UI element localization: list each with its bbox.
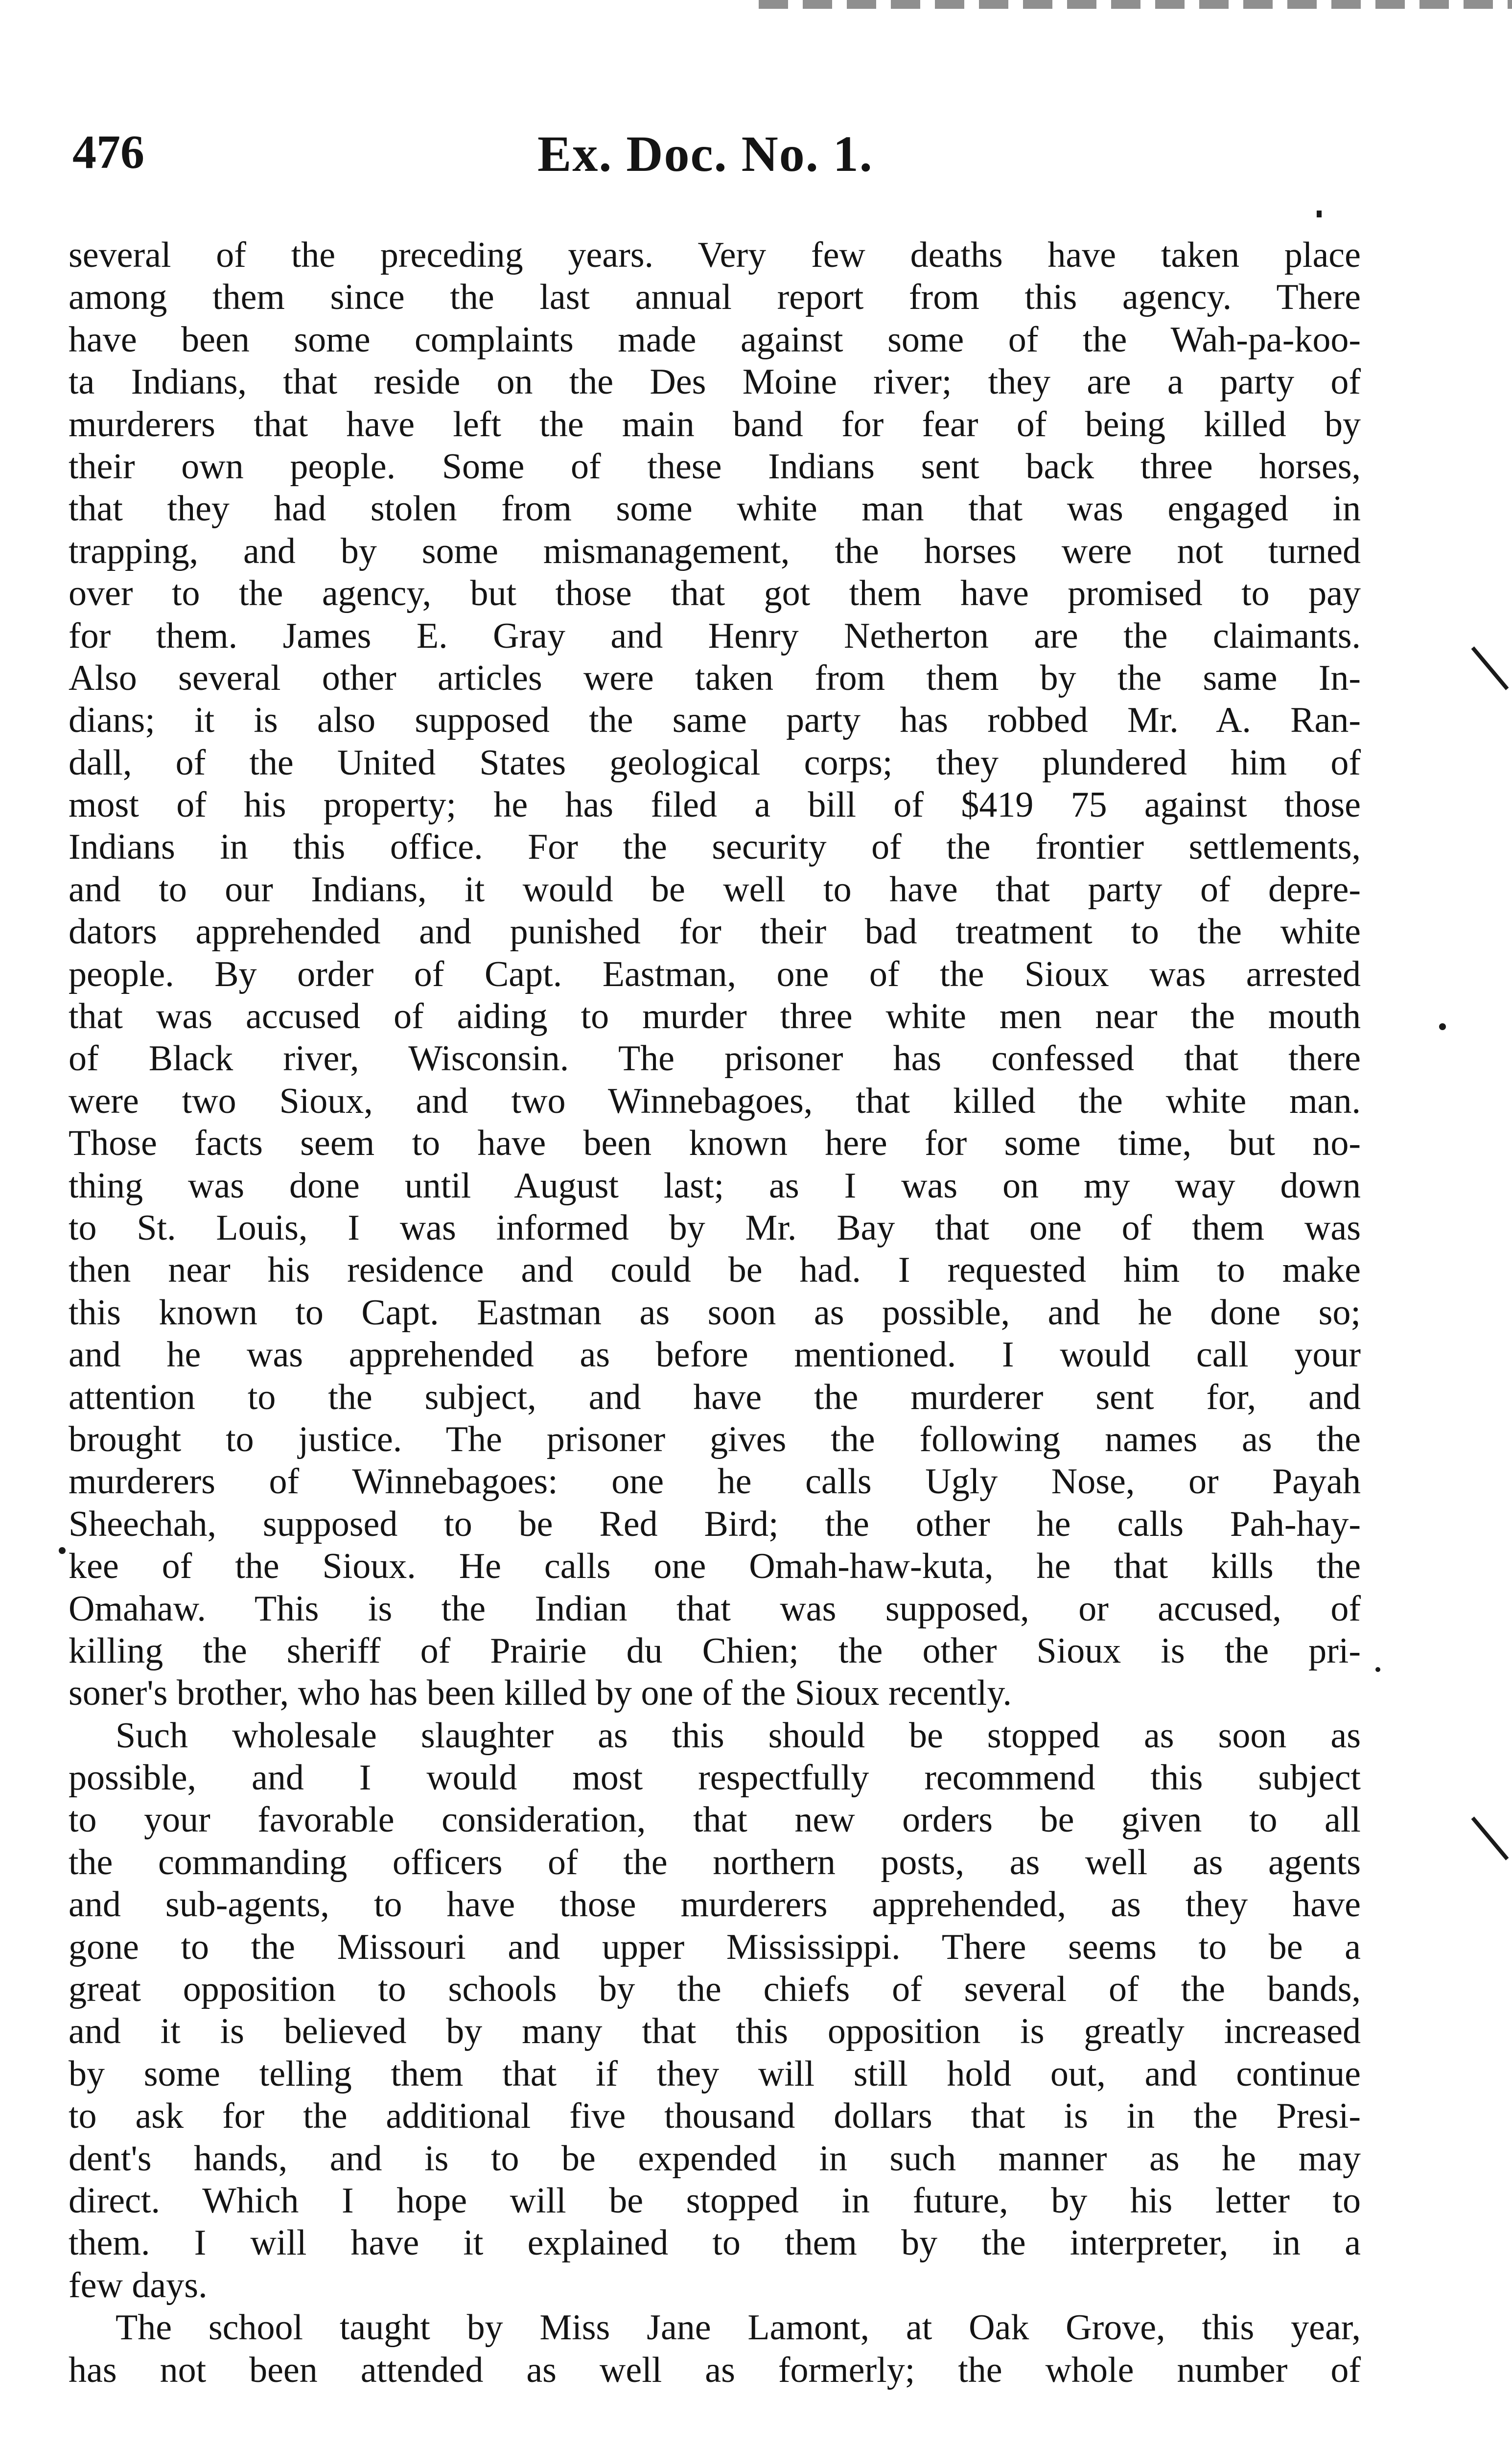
margin-mark [1471, 1816, 1509, 1860]
text-line: that was accused of aiding to murder three white men near the mouth [69, 996, 1361, 1037]
text-line: thing was done until August last; as I was on my way down [69, 1165, 1361, 1206]
text-line: murderers that have left the main band for fear of being killed by [69, 404, 1361, 445]
text-line: possible, and I would most respectfully recommend this subject [69, 1758, 1361, 1798]
page-header [72, 120, 1345, 193]
page-number: 476 [72, 126, 144, 179]
text-line: few days. [69, 2265, 208, 2306]
text-line: and he was apprehended as before mentioned. I would call your [69, 1335, 1361, 1375]
text-line: Those facts seem to have been known here for some time, but no- [69, 1123, 1361, 1164]
text-line: were two Sioux, and two Winnebagoes, that killed the white man. [69, 1081, 1361, 1121]
text-line: by some telling them that if they will still hold out, and continue [69, 2053, 1361, 2094]
text-line: brought to justice. The prisoner gives the following names as the [69, 1419, 1361, 1459]
text-line: among them since the last annual report from this agency. There [69, 277, 1361, 318]
text-line: this known to Capt. Eastman as soon as possible, and he done so; [69, 1292, 1361, 1333]
text-line: The school taught by Miss Jane Lamont, at Oak Grove, this year, [116, 2307, 1361, 2348]
text-line: and it is believed by many that this opposition is greatly increased [69, 2011, 1361, 2052]
text-line: to your favorable consideration, that new orders be given to all [69, 1800, 1361, 1840]
text-line: dians; it is also supposed the same party has robbed Mr. A. Ran- [69, 700, 1361, 741]
text-line: dall, of the United States geological corps; they plundered him of [69, 742, 1361, 783]
text-line: gone to the Missouri and upper Mississippi. There seems to be a [69, 1927, 1361, 1967]
margin-mark [1317, 211, 1322, 217]
text-line: direct. Which I hope will be stopped in future, by his letter to [69, 2180, 1361, 2221]
text-line: great opposition to schools by the chiefs of several of the bands, [69, 1969, 1361, 2010]
text-line: the commanding officers of the northern posts, as well as agents [69, 1842, 1361, 1883]
text-line: murderers of Winnebagoes: one he calls Ugly Nose, or Payah [69, 1461, 1361, 1502]
text-line: kee of the Sioux. He calls one Omah-haw-kuta, he that kills the [69, 1546, 1361, 1587]
running-head-title: Ex. Doc. No. 1. [537, 126, 873, 182]
text-line: them. I will have it explained to them by the interpreter, in a [69, 2223, 1361, 2263]
text-line: then near his residence and could be had. I requested him to make [69, 1250, 1361, 1291]
body-text [69, 234, 1361, 2391]
text-line: of Black river, Wisconsin. The prisoner has confessed that there [69, 1038, 1361, 1079]
text-line: and to our Indians, it would be well to have that party of depre- [69, 869, 1361, 910]
margin-mark [1471, 646, 1509, 690]
text-line: Omahaw. This is the Indian that was supposed, or accused, of [69, 1588, 1361, 1629]
text-line: dators apprehended and punished for their bad treatment to the white [69, 912, 1361, 952]
page-top-edge [759, 0, 1512, 9]
margin-mark [59, 1547, 66, 1554]
text-line: and sub-agents, to have those murderers apprehended, as they have [69, 1884, 1361, 1925]
text-line: most of his property; he has filed a bill of $419 75 against those [69, 785, 1361, 825]
text-line: that they had stolen from some white man that was engaged in [69, 489, 1361, 529]
margin-mark [1375, 1667, 1380, 1672]
text-line: soner's brother, who has been killed by one of the Sioux recently. [69, 1673, 1012, 1714]
text-line: Indians in this office. For the security of the frontier settlements, [69, 827, 1361, 868]
text-line: dent's hands, and is to be expended in such manner as he may [69, 2138, 1361, 2179]
text-line: have been some complaints made against some of the Wah-pa-koo- [69, 319, 1361, 360]
text-line: attention to the subject, and have the murderer sent for, and [69, 1377, 1361, 1417]
text-line: to ask for the additional five thousand dollars that is in the Presi- [69, 2096, 1361, 2137]
text-line: trapping, and by some mismanagement, the horses were not turned [69, 531, 1361, 571]
text-line: over to the agency, but those that got them have promised to pay [69, 573, 1361, 614]
text-line: their own people. Some of these Indians sent back three horses, [69, 446, 1361, 487]
margin-mark [1439, 1023, 1446, 1030]
text-line: Sheechah, supposed to be Red Bird; the other he calls Pah-hay- [69, 1504, 1361, 1544]
text-line: ta Indians, that reside on the Des Moine river; they are a party of [69, 362, 1361, 402]
text-line: people. By order of Capt. Eastman, one of the Sioux was arrested [69, 954, 1361, 994]
text-line: several of the preceding years. Very few deaths have taken place [69, 235, 1361, 275]
text-line: Such wholesale slaughter as this should be stopped as soon as [116, 1715, 1361, 1756]
text-line: to St. Louis, I was informed by Mr. Bay that one of them was [69, 1207, 1361, 1248]
text-line: for them. James E. Gray and Henry Netherton are the claimants. [69, 615, 1361, 656]
text-line: has not been attended as well as formerly; the whole number of [69, 2350, 1361, 2390]
text-line: killing the sheriff of Prairie du Chien; the other Sioux is the pri- [69, 1630, 1361, 1671]
text-line: Also several other articles were taken from them by the same In- [69, 658, 1361, 698]
